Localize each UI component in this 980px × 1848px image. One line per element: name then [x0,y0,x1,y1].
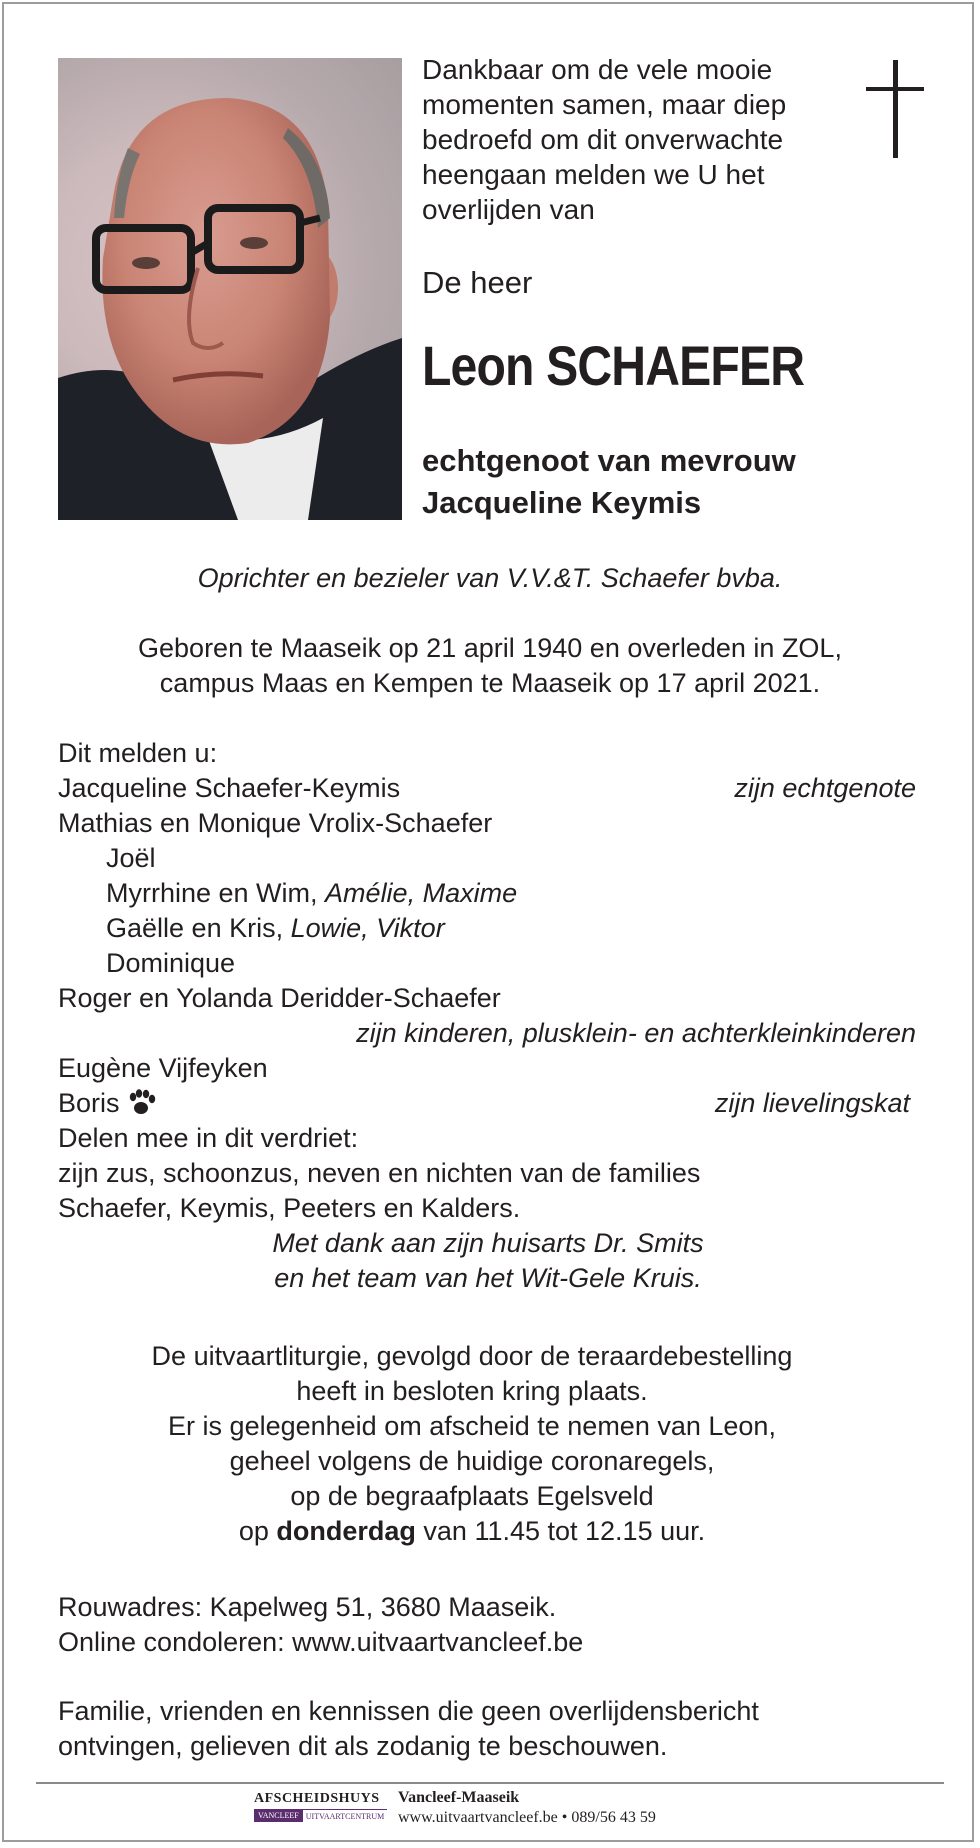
thanks-line: Met dank aan zijn huisarts Dr. Smits [272,1228,704,1258]
intro-line: momenten samen, maar diep [422,89,787,120]
logo-main-text: AFSCHEIDSHUYS [254,1791,380,1806]
deceased-name: Leon SCHAEFER [422,334,805,397]
birth-line: campus Maas en Kempen te Maaseik op 17 april 2021. [159,668,821,698]
funeral-time-line [0,1514,962,1549]
family-wife: Jacqueline Schaefer-Keymis [58,773,401,803]
family-other: Eugène Vijfeyken [58,1053,268,1083]
intro-line: heengaan melden we U het [422,159,765,190]
thanks-line: en het team van het Wit-Gele Kruis. [274,1263,702,1293]
family-grandchild [106,911,445,946]
grandchild-names: Myrrhine en Wim, [106,878,318,908]
funeral-home-name: Vancleef-Maaseik [398,1789,520,1806]
closing-line: Familie, vrienden en kennissen die geen overlijdensbericht [58,1696,759,1726]
cross-icon [866,60,926,160]
spouse-info [422,440,796,524]
family-cat [58,1086,156,1121]
family-heading: Dit melden u: [58,738,218,768]
spouse-line: echtgenoot van mevrouw [422,443,796,478]
funeral-time-post: van 11.45 tot 12.15 uur. [415,1516,706,1546]
footer-contact [398,1788,656,1828]
family-child: Mathias en Monique Vrolix-Schaefer [58,808,493,838]
funeral-home-contact: www.uitvaartvancleef.be • 089/56 43 59 [398,1809,656,1826]
family-cat-role: zijn lievelingskat [714,1088,910,1118]
logo-left-text: VANCLEEF [254,1809,303,1822]
funeral-line: geheel volgens de huidige coronaregels, [229,1446,715,1476]
funeral-line: Er is gelegenheid om afscheid te nemen van Leon, [168,1411,776,1441]
salutation: De heer [422,265,533,300]
intro-line: Dankbaar om de vele mooie [422,54,773,85]
portrait-illustration [58,58,402,520]
logo-bar [254,1809,385,1822]
funeral-line: De uitvaartliturgie, gevolgd door de teraardebestelling [151,1341,793,1371]
family-children-role: zijn kinderen, plusklein- en achterkleinkinderen [356,1018,916,1048]
family-relatives: zijn zus, schoonzus, neven en nichten van de families [58,1158,701,1188]
intro-line: bedroefd om dit onverwachte [422,124,784,155]
intro-text [422,52,842,227]
funeral-line: op de begraafplaats Egelsveld [290,1481,654,1511]
cat-name: Boris [58,1088,120,1118]
great-grandchildren: Lowie, Viktor [290,913,445,943]
family-child: Roger en Yolanda Deridder-Schaefer [58,983,501,1013]
mourning-address: Rouwadres: Kapelweg 51, 3680 Maaseik. [58,1592,557,1622]
great-grandchildren: Amélie, Maxime [325,878,518,908]
birth-line: Geboren te Maaseik op 21 april 1940 en overleden in ZOL, [138,633,842,663]
funeral-home-logo [254,1791,385,1827]
founder-line: Oprichter en bezieler van V.V.&T. Schaefer bvba. [197,563,783,593]
closing-line: ontvingen, gelieven dit als zodanig te beschouwen. [58,1731,668,1761]
family-wife-role: zijn echtgenote [734,773,916,803]
funeral-time-pre: op [238,1516,277,1546]
grandchild-names: Gaëlle en Kris, [106,913,284,943]
family-share: Delen mee in dit verdriet: [58,1123,359,1153]
family-grandchild [106,876,517,911]
online-condolence: Online condoleren: www.uitvaartvancleef.be [58,1627,584,1657]
spouse-line: Jacqueline Keymis [422,485,702,520]
paw-icon [126,1089,156,1115]
family-relatives: Schaefer, Keymis, Peeters en Kalders. [58,1193,521,1223]
funeral-line: heeft in besloten kring plaats. [296,1376,648,1406]
intro-line: overlijden van [422,194,595,225]
family-grandchild: Dominique [106,948,236,978]
family-grandchild: Joël [106,843,156,873]
logo-right-text: UITVAARTCENTRUM [303,1809,387,1822]
portrait-photo [58,58,402,520]
funeral-day: donderdag [276,1516,416,1546]
footer-divider [36,1782,944,1784]
